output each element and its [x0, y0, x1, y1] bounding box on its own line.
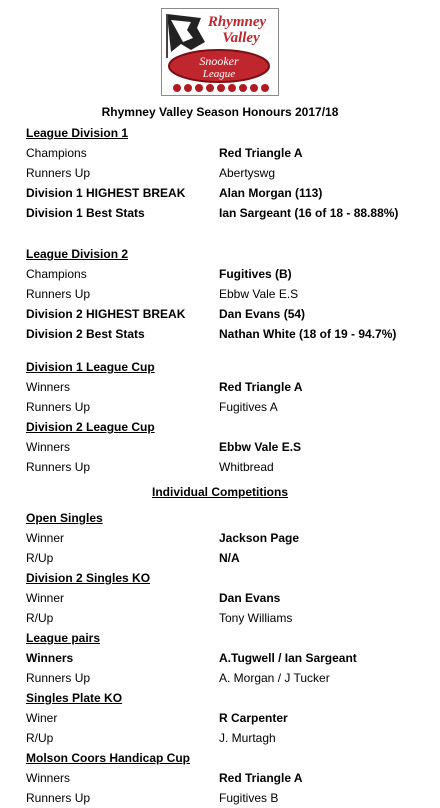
- list-item: Winner Jackson Page: [26, 531, 300, 545]
- svg-text:Rhymney: Rhymney: [207, 14, 267, 30]
- list-item: Runners Up Abertyswg: [26, 166, 276, 180]
- section-header-div2-singles-ko: Division 2 Singles KO: [26, 571, 151, 585]
- list-item: Runners Up A. Morgan / J Tucker: [26, 671, 330, 685]
- list-item: R/Up N/A: [26, 551, 240, 565]
- list-item: Champions Fugitives (B): [26, 267, 292, 281]
- section-header-open-singles: Open Singles: [26, 511, 103, 525]
- list-item: Division 2 HIGHEST BREAK Dan Evans (54): [26, 307, 306, 321]
- list-item: Runners Up Whitbread: [26, 460, 274, 474]
- list-item: Division 1 HIGHEST BREAK Alan Morgan (113): [26, 186, 323, 200]
- list-item: Division 1 Best Stats Ian Sargeant (16 of 18 - 88.88%): [26, 206, 399, 220]
- list-item: Runners Up Fugitives B: [26, 791, 279, 805]
- league-logo: [161, 8, 279, 96]
- list-item: Runners Up Ebbw Vale E.S: [26, 287, 299, 301]
- section-header-molson-coors-cup: Molson Coors Handicap Cup: [26, 751, 191, 765]
- list-item: Winners Red Triangle A: [26, 771, 303, 785]
- list-item: Winners Red Triangle A: [26, 380, 303, 394]
- svg-text:Snooker: Snooker: [199, 54, 239, 68]
- section-header-div2: League Division 2: [26, 247, 129, 261]
- section-header-individual: Individual Competitions: [151, 485, 288, 499]
- snooker-balls-icon: [173, 84, 269, 92]
- list-item: Division 2 Best Stats Nathan White (18 of 19 - 94.7%): [26, 327, 397, 341]
- section-header-div1-cup: Division 1 League Cup: [26, 360, 155, 374]
- list-item: Winer R Carpenter: [26, 711, 288, 725]
- list-item: Winner Dan Evans: [26, 591, 281, 605]
- svg-text:Valley: Valley: [222, 30, 260, 46]
- page-title: Rhymney Valley Season Honours 2017/18: [101, 105, 339, 119]
- list-item: Winners Ebbw Vale E.S: [26, 440, 302, 454]
- section-header-div1: League Division 1: [26, 126, 129, 140]
- section-header-league-pairs: League pairs: [26, 631, 101, 645]
- list-item: Champions Red Triangle A: [26, 146, 303, 160]
- section-header-div2-cup: Division 2 League Cup: [26, 420, 155, 434]
- svg-text:League: League: [202, 68, 236, 80]
- list-item: Runners Up Fugitives A: [26, 400, 278, 414]
- list-item: R/Up Tony Williams: [26, 611, 293, 625]
- section-header-singles-plate-ko: Singles Plate KO: [26, 691, 123, 705]
- list-item: R/Up J. Murtagh: [26, 731, 276, 745]
- list-item: Winners A.Tugwell / Ian Sargeant: [26, 651, 357, 665]
